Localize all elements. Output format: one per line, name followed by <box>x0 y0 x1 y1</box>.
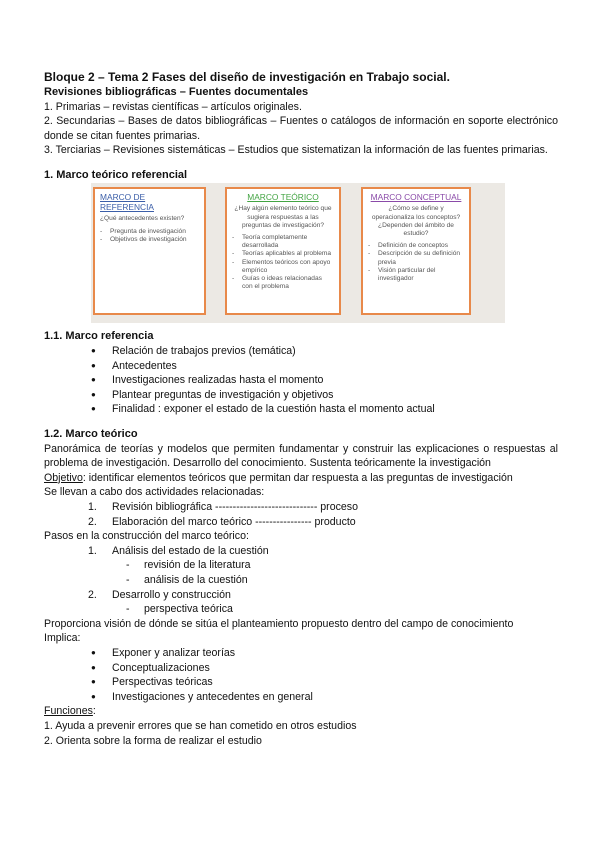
list-number: 2. <box>88 588 97 601</box>
box-marco-teorico-item: - Guías o ideas relacionadas con el problema <box>232 275 334 291</box>
funcion-2: 2. Orienta sobre la forma de realizar el estudio <box>44 734 262 747</box>
box-marco-referencia-title: MARCO DE REFERENCIA <box>100 192 154 213</box>
box-marco-teorico-item: - Teoría completamente desarrollada <box>232 234 334 250</box>
document-page <box>44 70 558 748</box>
box-marco-conceptual <box>361 187 471 315</box>
box-marco-teorico-item: - Teorías aplicables al problema <box>232 250 334 258</box>
section-1-2-heading: 1.2. Marco teórico <box>44 428 138 441</box>
pasos-list-2 <box>44 588 558 603</box>
box-marco-teorico-item: - Elementos teóricos con apoyo empírico <box>232 259 334 275</box>
funciones-line <box>44 704 558 719</box>
list-item <box>44 544 558 559</box>
funcion-1: 1. Ayuda a prevenir errores que se han cometido en otros estudios <box>44 719 357 732</box>
list-text: Análisis del estado de la cuestión <box>112 544 269 557</box>
list-text: Revisión bibliográfica ----------------------------- proceso <box>112 501 358 513</box>
objetivo-label: Objetivo <box>44 471 83 484</box>
list-item <box>44 588 558 603</box>
list-item: - perspectiva teórica <box>44 602 558 617</box>
implica-label: Implica: <box>44 632 81 645</box>
funciones-label: Funciones <box>44 705 93 718</box>
box-marco-referencia-item: - Pregunta de investigación <box>100 228 199 236</box>
paso1-sublist <box>44 558 558 587</box>
box-marco-conceptual-item: - Descripción de su definición previa <box>368 250 464 266</box>
list-item: - análisis de la cuestión <box>44 573 558 588</box>
box-marco-conceptual-item: - Definición de conceptos <box>368 242 464 250</box>
list-text: Desarrollo y construcción <box>112 588 231 601</box>
box-marco-teorico-question: ¿Hay algún elemento teórico que sugiera respuestas a las preguntas de investigación? <box>234 205 332 229</box>
list-item: ● Conceptualizaciones <box>44 661 558 676</box>
list-item: ● Exponer y analizar teorías <box>44 646 558 661</box>
list-item: ● Antecedentes <box>44 359 558 374</box>
document-subtitle: Revisiones bibliográficas – Fuentes documentales <box>44 86 309 98</box>
list-item: ● Investigaciones y antecedentes en general <box>44 690 558 705</box>
box-marco-referencia <box>93 187 206 315</box>
list-item: ● Investigaciones realizadas hasta el momento <box>44 373 558 388</box>
pasos-intro: Pasos en la construcción del marco teórico: <box>44 530 249 543</box>
list-number: 2. <box>88 515 97 528</box>
box-marco-conceptual-title: MARCO CONCEPTUAL <box>370 192 462 203</box>
box-marco-referencia-item: - Objetivos de investigación <box>100 236 199 244</box>
funciones-colon: : <box>92 705 96 718</box>
proporciona-text: Proporciona visión de dónde se sitúa el planteamiento propuesto dentro del campo de conocimiento <box>44 617 514 630</box>
marco-teorico-intro: Panorámica de teorías y modelos que permiten fundamentar y construir las explicaciones o respuestas al problema de investigación. Desarrollo del conocimiento. Sustenta teóricamente la investigación <box>44 442 558 470</box>
paso2-sublist <box>44 602 558 617</box>
marco-referencia-list <box>44 344 558 417</box>
list-text: Elaboración del marco teórico ---------------- producto <box>112 515 356 528</box>
section-1-heading: 1. Marco teórico referencial <box>44 168 188 181</box>
pasos-list <box>44 544 558 559</box>
revision-primarias: 1. Primarias – revistas científicas – artículos originales. <box>44 100 302 113</box>
revision-terciarias: 3. Terciarias – Revisiones sistemáticas – Estudios que sistematizan la información de las fuentes primarias. <box>44 144 548 157</box>
implica-list <box>44 646 558 704</box>
actividades-list <box>44 500 558 529</box>
list-number: 1. <box>88 544 97 557</box>
box-marco-conceptual-item: - Visión particular del investigador <box>368 267 464 283</box>
list-item: ● Perspectivas teóricas <box>44 675 558 690</box>
list-item <box>44 500 558 515</box>
list-item <box>44 515 558 530</box>
list-item: - revisión de la literatura <box>44 558 558 573</box>
box-marco-conceptual-question: ¿Cómo se define y operacionaliza los conceptos? ¿Dependen del ámbito de estudio? <box>371 205 461 238</box>
list-number: 1. <box>88 501 97 513</box>
document-title: Bloque 2 – Tema 2 Fases del diseño de investigación en Trabajo social. <box>44 70 450 84</box>
box-marco-referencia-question: ¿Qué antecedentes existen? <box>100 215 185 223</box>
list-item: ● Plantear preguntas de investigación y objetivos <box>44 388 558 403</box>
actividades-intro: Se llevan a cabo dos actividades relacionadas: <box>44 486 265 499</box>
box-marco-teorico <box>225 187 341 315</box>
marco-diagram <box>91 183 505 323</box>
revision-secundarias: 2. Secundarias – Bases de datos bibliográficas – Fuentes o catálogos de información en soporte electrónico donde se citan fuentes primarias. <box>44 115 558 142</box>
objetivo-text: : identificar elementos teóricos que permitan dar respuesta a las preguntas de investigación <box>82 471 513 484</box>
list-item: ● Finalidad : exponer el estado de la cuestión hasta el momento actual <box>44 402 558 417</box>
box-marco-teorico-title: MARCO TEÓRICO <box>247 192 319 203</box>
list-item: ● Relación de trabajos previos (temática) <box>44 344 558 359</box>
section-1-1-heading: 1.1. Marco referencia <box>44 330 154 343</box>
objetivo-line <box>44 471 558 486</box>
